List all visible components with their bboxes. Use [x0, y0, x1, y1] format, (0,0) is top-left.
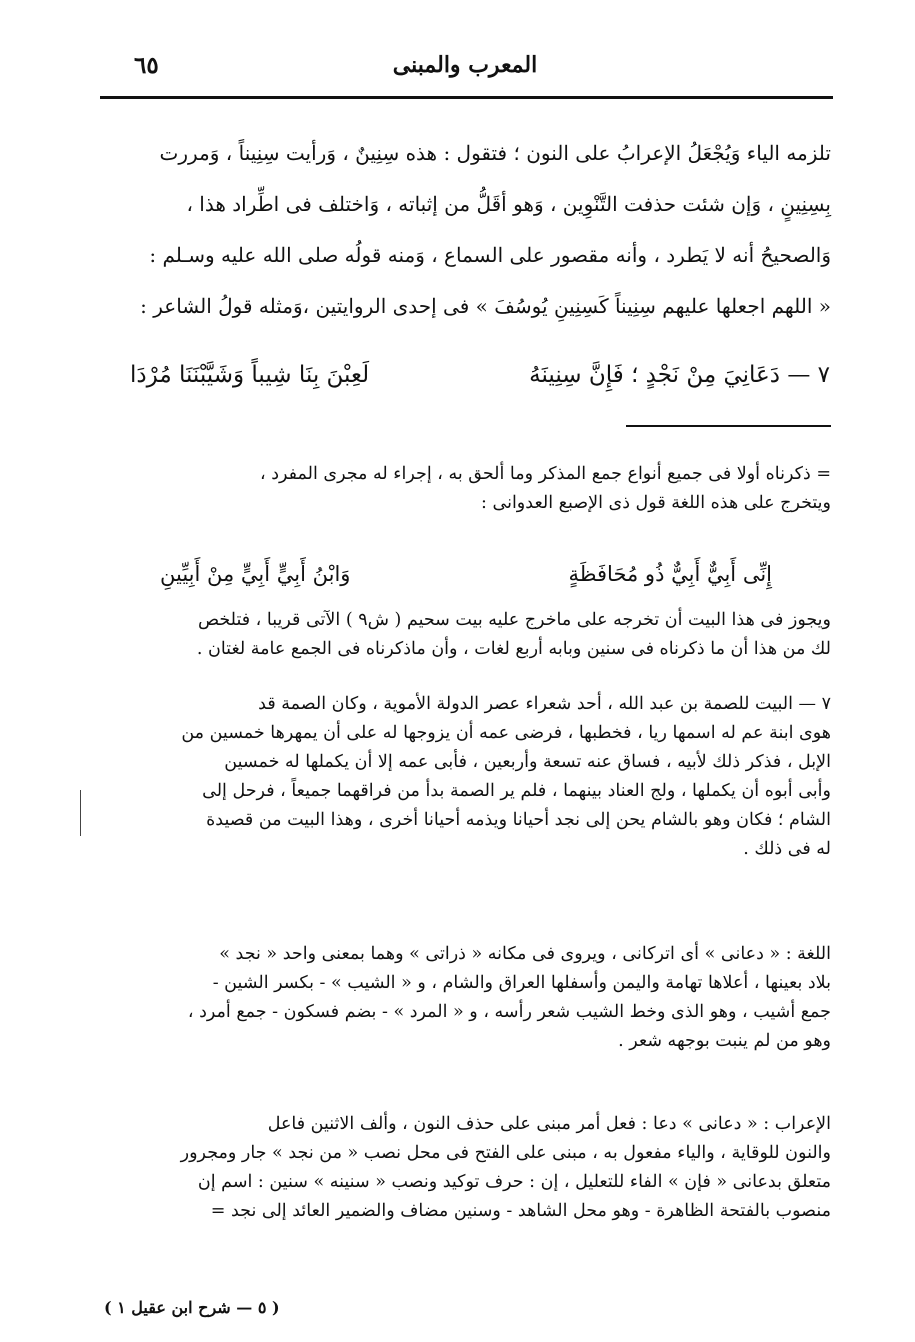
main-line: وَالصحيحُ أنه لا يَطرد ، وأنه مقصور على السماع ، وَمنه قولُه صلى الله عليه وسـلم : [149, 243, 831, 267]
note-line: ويجوز فى هذا البيت أن تخرجه على ماخرج عليه بيت سحيم ( ش٩ ) الآتى قريبا ، فتلخص [197, 610, 831, 630]
note-line: ٧ — البيت للصمة بن عبد الله ، أحد شعراء عصر الدولة الأموية ، وكان الصمة قد [258, 694, 831, 714]
note-line: له فى ذلك . [743, 839, 831, 859]
note-line: الشام ؛ فكان وهو بالشام يحن إلى نجد أحيانا ويذمه أحيانا أخرى ، وهذا البيت من قصيدة [206, 810, 831, 830]
note-line: = ذكرناه أولا فى جميع أنواع جمع المذكر وما ألحق به ، إجراء له مجرى المفرد ، [260, 464, 831, 484]
quoted-verse [160, 550, 772, 598]
main-line: « اللهم اجعلها عليهم سِنِيناً كَسِنِينِ يُوسُفَ » فى إحدى الروايتين ،وَمثله قولُ الشاعر : [140, 294, 831, 318]
note-line: بلاد بعينها ، أعلاها تهامة واليمن وأسفلها العراق والشام ، و « الشيب » - بكسر الشين - [212, 973, 831, 993]
printer-signature: ( ٥ — شرح ابن عقيل ١ ) [104, 1298, 280, 1317]
margin-mark [80, 790, 81, 836]
footnote-summary [104, 606, 831, 664]
note-line: متعلق بدعانى « فإن » الفاء للتعليل ، إن : حرف توكيد ونصب « سنينه » سنين : اسم إن [197, 1172, 831, 1192]
footnote-language [104, 940, 831, 1056]
verse-7-number: ٧ — [787, 362, 830, 388]
note-line: وأبى أبوه أن يكملها ، ولج العناد بينهما ، فلم ير الصمة بدأ من فراقهما جميعاً ، فرحل إلى [202, 781, 831, 801]
main-text [104, 128, 831, 332]
verse-7-first-text: دَعَانِيَ مِنْ نَجْدٍ ؛ فَإِنَّ سِنِينَهُ [529, 362, 781, 388]
note-line: هوى ابنة عم له اسمها ريا ، فخطبها ، فرضى عمه أن يزوجها له على أن يمهرها خمسين من [181, 723, 831, 743]
page-header [100, 50, 830, 94]
main-line: تلزمه الياء وَيُجْعَلُ الإعرابُ على النون ؛ فتقول : هذه سِنِينٌ ، وَرأيت سِنِيناً ، وَمررت [159, 141, 831, 165]
verse-7-first-hemistich [529, 362, 830, 388]
quoted-verse-second: وَابْنُ أَبِيٍّ أَبِيٍّ مِنْ أَبِيِّينِ [160, 562, 351, 586]
verse-7 [130, 350, 830, 400]
quoted-verse-first: إِنِّى أَبِيٌّ أَبِيٌّ ذُو مُحَافَظَةٍ [568, 562, 772, 586]
page-number: ٦٥ [134, 52, 159, 79]
footnote-continuation [104, 460, 831, 518]
header-rule [100, 96, 833, 99]
note-line: ويتخرج على هذه اللغة قول ذى الإصبع العدوانى : [481, 493, 831, 513]
note-line: لك من هذا أن ما ذكرناه فى سنين وبابه أربع لغات ، وأن ماذكرناه فى الجمع عامة لغتان . [196, 639, 831, 659]
main-line: بِسِنِينٍ ، وَإن شئت حذفت التَّنْوِين ، وَهو أقَلُّ من إثباته ، وَاختلف فى اطِّراد هذا ، [186, 192, 831, 216]
note-line: منصوب بالفتحة الظاهرة - وهو محل الشاهد - وسنين مضاف والضمير العائد إلى نجد = [210, 1201, 831, 1221]
note-line: جمع أشيب ، وهو الذى وخط الشيب شعر رأسه ، و « المرد » - بضم فسكون - جمع أمرد ، [187, 1002, 831, 1022]
note-line: وهو من لم ينبت بوجهه شعر . [618, 1031, 831, 1051]
note-line: الإبل ، فذكر ذلك لأبيه ، فساق عنه تسعة وأربعين ، فأبى عمه إلا أن يكملها له خمسين [224, 752, 831, 772]
footnote-verse-7-story [104, 690, 831, 864]
note-line: الإعراب : « دعانى » دعا : فعل أمر مبنى على حذف النون ، وألف الاثنين فاعل [267, 1114, 831, 1134]
note-line: اللغة : « دعانى » أى اتركانى ، ويروى فى مكانه « ذراتى » وهما بمعنى واحد « نجد » [219, 944, 831, 964]
chapter-title: المعرب والمبنى [392, 52, 538, 78]
footnote-rule [626, 425, 831, 427]
footnote-grammar [104, 1110, 831, 1226]
note-line: والنون للوقاية ، والياء مفعول به ، مبنى على الفتح فى محل نصب « من نجد » جار ومجرور [180, 1143, 831, 1163]
verse-7-second-hemistich: لَعِبْنَ بِنَا شِيباً وَشَيَّبْنَنَا مُرْدَا [130, 362, 370, 388]
